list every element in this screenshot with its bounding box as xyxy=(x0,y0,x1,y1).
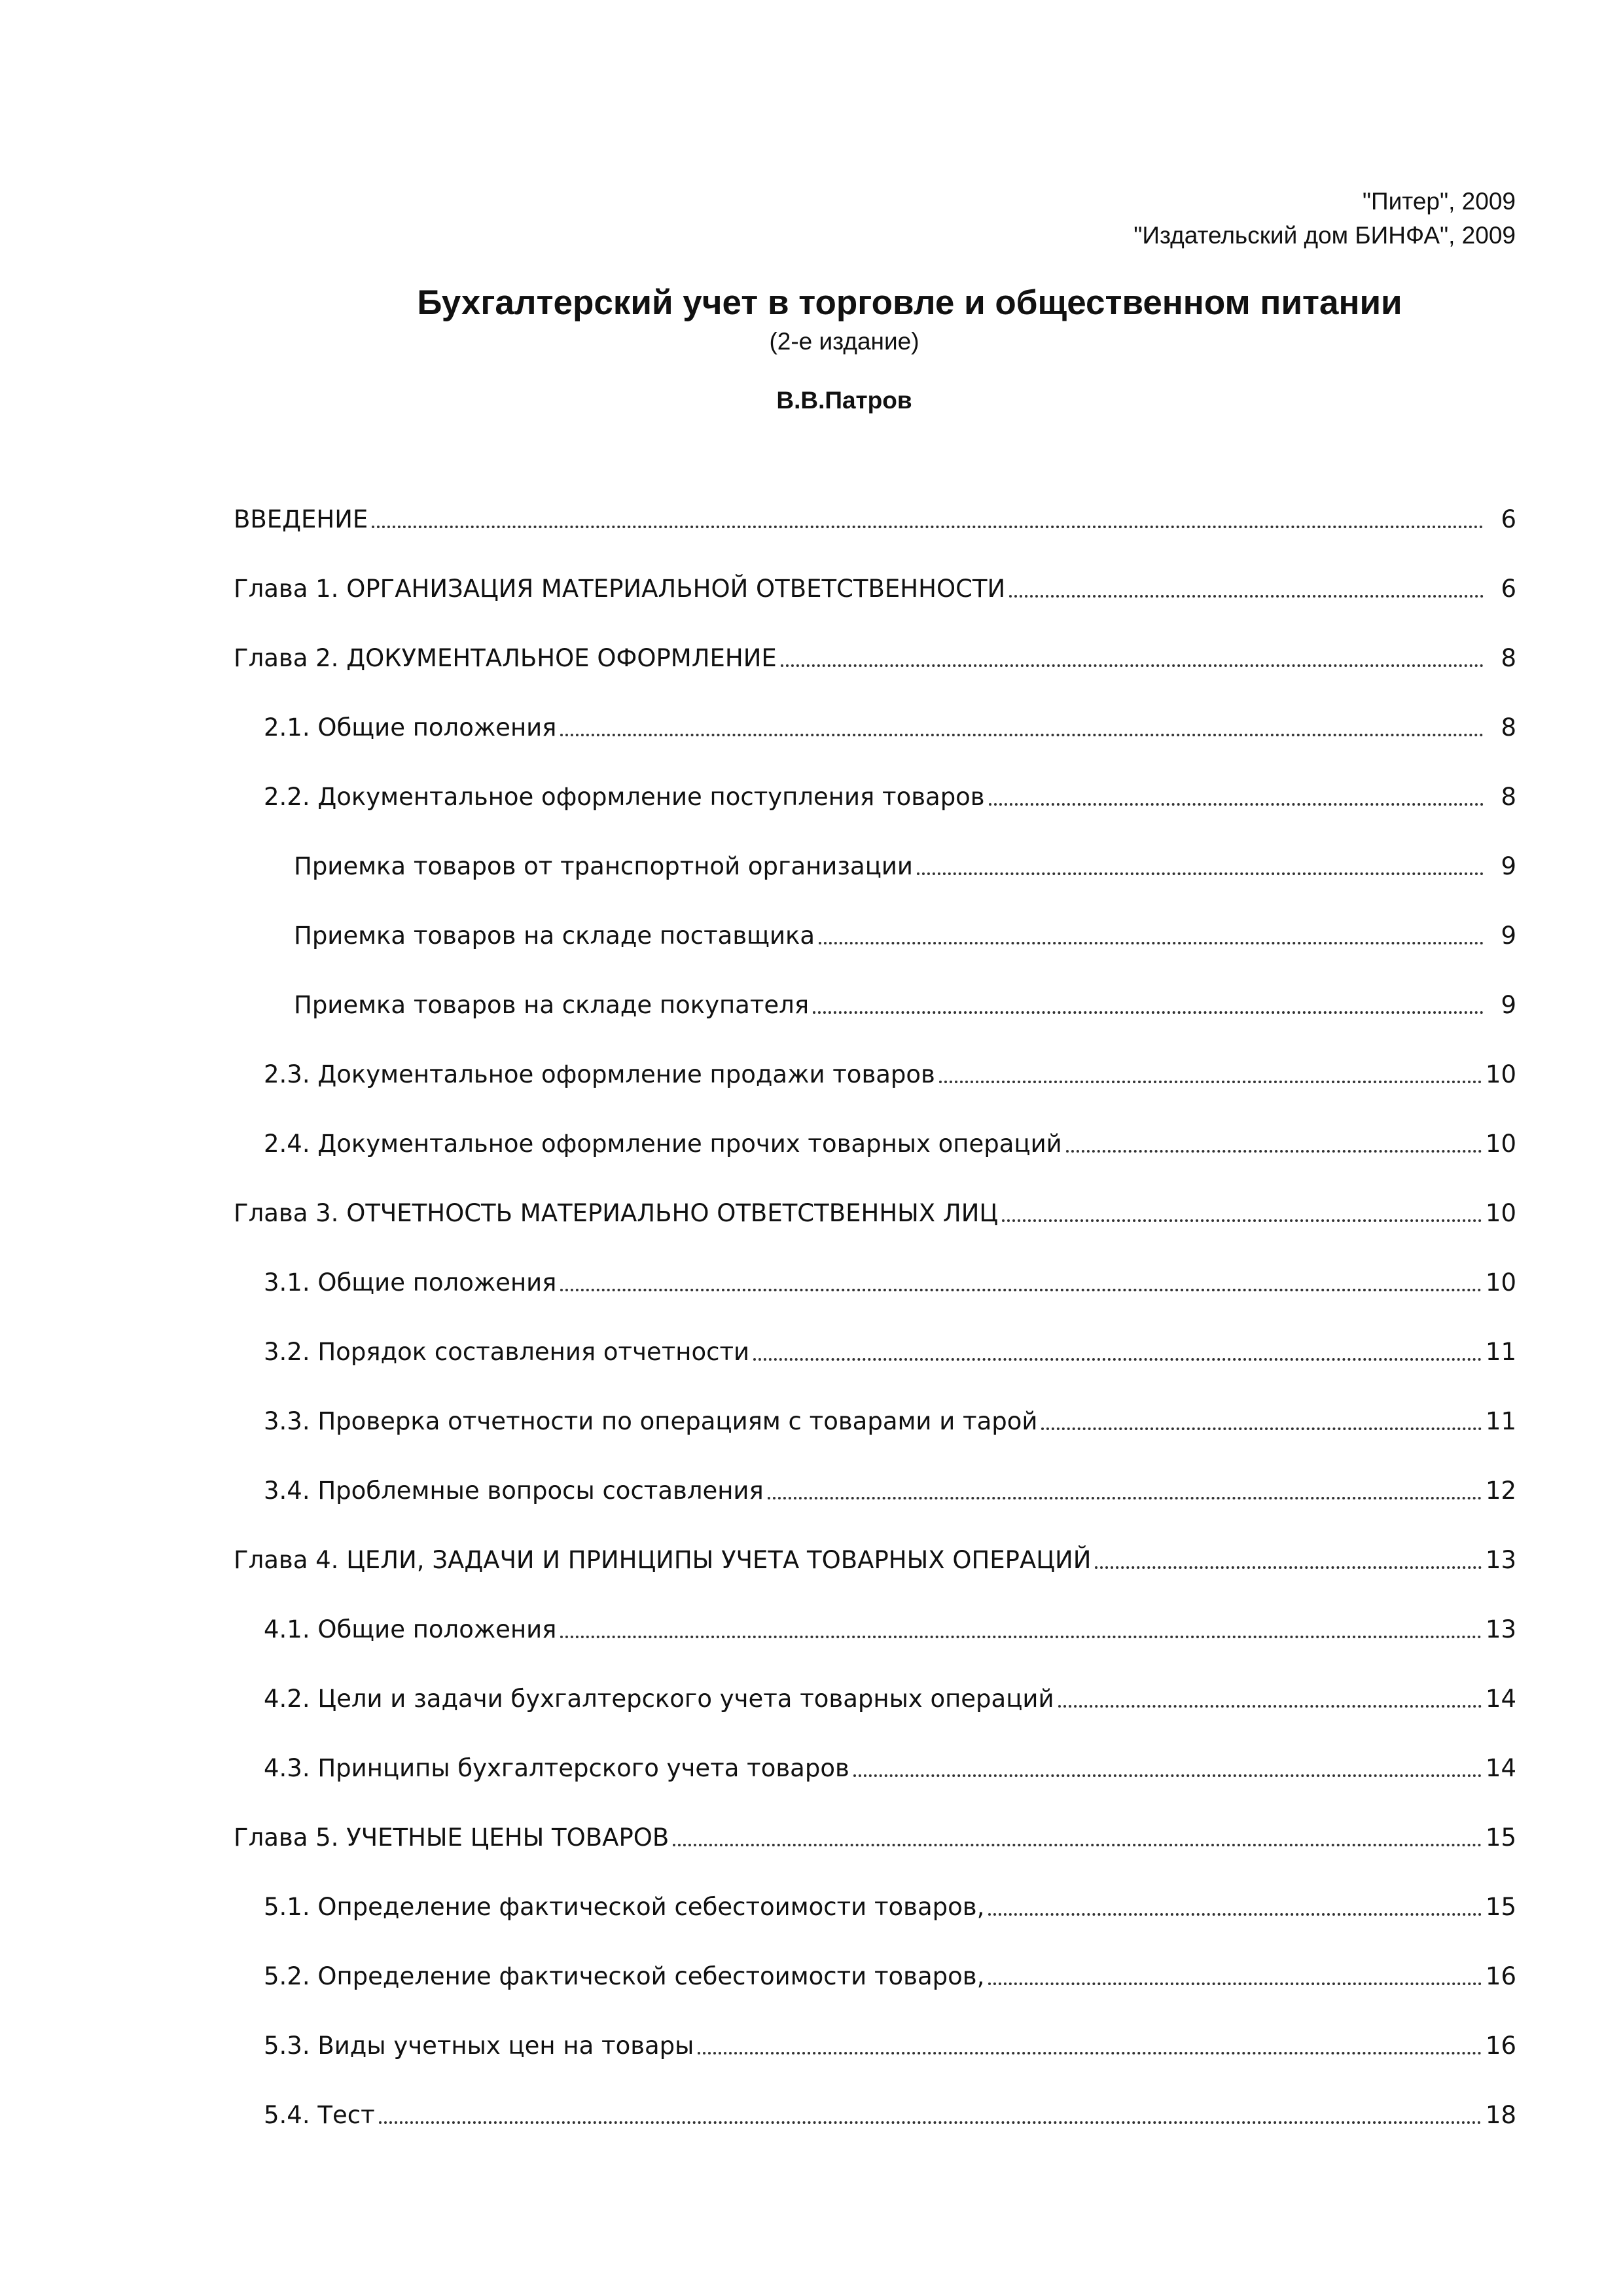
toc-dot-leader xyxy=(673,1844,1482,1846)
toc-dot-leader xyxy=(1058,1705,1482,1708)
toc-entry-page-number: 8 xyxy=(1501,782,1516,811)
toc-entry[interactable] xyxy=(234,1594,1516,1664)
toc-entry-label: 3.3. Проверка отчетности по операциям с товарами и тарой xyxy=(264,1407,1038,1435)
toc-entry-label: Глава 2. ДОКУМЕНТАЛЬНОЕ ОФОРМЛЕНИЕ xyxy=(234,643,777,672)
toc-entry-page-number: 10 xyxy=(1485,1060,1516,1088)
toc-entry[interactable] xyxy=(234,692,1516,762)
toc-entry-label: 2.4. Документальное оформление прочих товарных операций xyxy=(264,1129,1062,1158)
toc-entry[interactable] xyxy=(234,970,1516,1039)
toc-entry[interactable] xyxy=(234,623,1516,692)
title-block xyxy=(0,280,1623,416)
toc-entry[interactable] xyxy=(234,762,1516,831)
toc-entry[interactable] xyxy=(234,1664,1516,1733)
toc-entry-page-number: 8 xyxy=(1501,713,1516,742)
table-of-contents xyxy=(234,484,1516,2149)
toc-dot-leader xyxy=(560,1636,1481,1638)
edition-note: (2-е издание) xyxy=(769,328,919,355)
toc-entry[interactable] xyxy=(234,1109,1516,1178)
toc-entry-label: 5.4. Тест xyxy=(264,2100,375,2129)
toc-entry[interactable] xyxy=(234,484,1516,554)
toc-entry[interactable] xyxy=(234,2011,1516,2080)
toc-entry-label: 3.4. Проблемные вопросы составления xyxy=(264,1476,764,1505)
toc-dot-leader xyxy=(988,1982,1482,1985)
toc-entry-page-number: 6 xyxy=(1501,574,1516,603)
toc-entry[interactable] xyxy=(234,1247,1516,1317)
toc-entry[interactable] xyxy=(234,1039,1516,1109)
toc-entry-page-number: 6 xyxy=(1501,505,1516,533)
toc-entry-label: 4.2. Цели и задачи бухгалтерского учета товарных операций xyxy=(264,1684,1054,1713)
toc-entry-label: Глава 3. ОТЧЕТНОСТЬ МАТЕРИАЛЬНО ОТВЕТСТВЕННЫХ ЛИЦ xyxy=(234,1198,999,1227)
toc-entry[interactable] xyxy=(234,1872,1516,1941)
toc-entry[interactable] xyxy=(234,1803,1516,1872)
toc-dot-leader xyxy=(853,1774,1482,1777)
toc-entry-label: Глава 4. ЦЕЛИ, ЗАДАЧИ И ПРИНЦИПЫ УЧЕТА ТОВАРНЫХ ОПЕРАЦИЙ xyxy=(234,1545,1092,1574)
toc-entry-page-number: 18 xyxy=(1485,2100,1516,2129)
toc-entry-page-number: 15 xyxy=(1485,1892,1516,1921)
toc-entry[interactable] xyxy=(234,1178,1516,1247)
toc-entry[interactable] xyxy=(234,2080,1516,2149)
toc-entry-page-number: 14 xyxy=(1485,1753,1516,1782)
toc-entry-label: ВВЕДЕНИЕ xyxy=(234,505,368,533)
toc-entry[interactable] xyxy=(234,1386,1516,1456)
toc-entry[interactable] xyxy=(234,1733,1516,1803)
toc-entry[interactable] xyxy=(234,901,1516,970)
toc-entry-page-number: 10 xyxy=(1485,1268,1516,1297)
toc-dot-leader xyxy=(698,2052,1482,2054)
publisher-line: "Издательский дом БИНФА", 2009 xyxy=(1133,222,1516,249)
toc-dot-leader xyxy=(1066,1150,1482,1153)
toc-entry-label: 5.3. Виды учетных цен на товары xyxy=(264,2031,694,2060)
toc-entry-label: 2.3. Документальное оформление продажи товаров xyxy=(264,1060,935,1088)
toc-entry-page-number: 11 xyxy=(1485,1407,1516,1435)
toc-entry-label: 4.3. Принципы бухгалтерского учета товаров xyxy=(264,1753,849,1782)
toc-entry-page-number: 13 xyxy=(1485,1615,1516,1643)
toc-entry[interactable] xyxy=(234,1317,1516,1386)
book-title: Бухгалтерский учет в торговле и общественном питании xyxy=(417,283,1402,322)
toc-entry-label: 4.1. Общие положения xyxy=(264,1615,557,1643)
toc-entry[interactable] xyxy=(234,554,1516,623)
toc-entry-label: 5.2. Определение фактической себестоимости товаров, xyxy=(264,1962,985,1990)
toc-entry-label: Приемка товаров от транспортной организации xyxy=(294,852,913,880)
toc-entry[interactable] xyxy=(234,1525,1516,1594)
toc-dot-leader xyxy=(939,1081,1482,1083)
toc-entry-page-number: 9 xyxy=(1501,852,1516,880)
toc-entry-page-number: 8 xyxy=(1501,643,1516,672)
toc-dot-leader xyxy=(1041,1427,1481,1430)
toc-dot-leader xyxy=(372,526,1484,528)
toc-entry-label: 3.2. Порядок составления отчетности xyxy=(264,1337,750,1366)
toc-entry-page-number: 11 xyxy=(1485,1337,1516,1366)
toc-dot-leader xyxy=(917,872,1484,875)
toc-dot-leader xyxy=(1009,595,1484,598)
toc-entry-page-number: 14 xyxy=(1485,1684,1516,1713)
toc-dot-leader xyxy=(560,734,1484,736)
toc-dot-leader xyxy=(1095,1566,1482,1569)
toc-entry-page-number: 13 xyxy=(1485,1545,1516,1574)
toc-dot-leader xyxy=(819,942,1484,944)
toc-entry-page-number: 9 xyxy=(1501,921,1516,950)
toc-entry-page-number: 10 xyxy=(1485,1198,1516,1227)
publishers-block xyxy=(1133,185,1516,253)
toc-entry[interactable] xyxy=(234,1456,1516,1525)
toc-dot-leader xyxy=(560,1289,1481,1291)
author-name: В.В.Патров xyxy=(776,387,912,414)
toc-entry-page-number: 16 xyxy=(1485,2031,1516,2060)
publisher-line: "Питер", 2009 xyxy=(1362,188,1516,215)
toc-entry-page-number: 10 xyxy=(1485,1129,1516,1158)
toc-dot-leader xyxy=(989,803,1484,806)
toc-entry-label: 2.1. Общие положения xyxy=(264,713,557,742)
toc-dot-leader xyxy=(753,1358,1482,1361)
toc-entry-page-number: 9 xyxy=(1501,990,1516,1019)
toc-dot-leader xyxy=(768,1497,1482,1499)
toc-entry-label: Глава 5. УЧЕТНЫЕ ЦЕНЫ ТОВАРОВ xyxy=(234,1823,669,1852)
toc-dot-leader xyxy=(379,2121,1482,2124)
toc-entry-label: Приемка товаров на складе поставщика xyxy=(294,921,815,950)
toc-entry-label: 2.2. Документальное оформление поступления товаров xyxy=(264,782,985,811)
toc-entry-page-number: 16 xyxy=(1485,1962,1516,1990)
toc-entry[interactable] xyxy=(234,1941,1516,2011)
toc-entry-page-number: 15 xyxy=(1485,1823,1516,1852)
toc-dot-leader xyxy=(988,1913,1482,1916)
toc-dot-leader xyxy=(781,664,1484,667)
toc-entry-label: 5.1. Определение фактической себестоимости товаров, xyxy=(264,1892,985,1921)
toc-entry[interactable] xyxy=(234,831,1516,901)
toc-dot-leader xyxy=(1002,1219,1482,1222)
toc-entry-label: Приемка товаров на складе покупателя xyxy=(294,990,810,1019)
toc-entry-label: Глава 1. ОРГАНИЗАЦИЯ МАТЕРИАЛЬНОЙ ОТВЕТСТВЕННОСТИ xyxy=(234,574,1006,603)
toc-dot-leader xyxy=(813,1011,1484,1014)
toc-entry-label: 3.1. Общие положения xyxy=(264,1268,557,1297)
toc-entry-page-number: 12 xyxy=(1485,1476,1516,1505)
